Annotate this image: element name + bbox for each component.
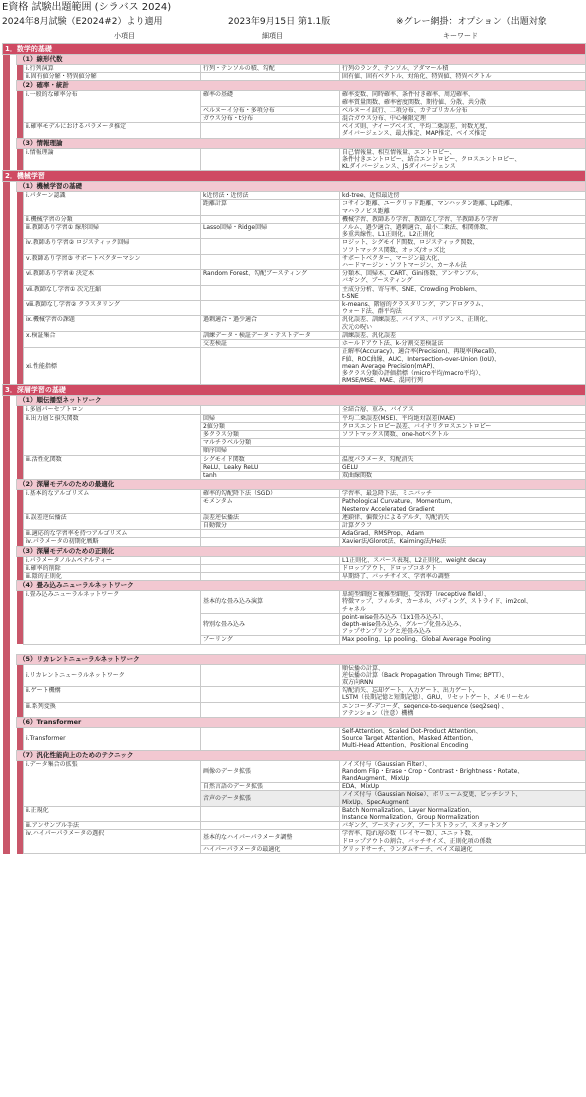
keywords: ホールドアウト法、k-分割交差検証法	[340, 340, 586, 348]
keywords: Max pooling、Lp pooling、Global Average Pooling	[340, 636, 586, 644]
spacer-row	[3, 644, 586, 654]
keywords: Self-Attention、Scaled Dot-Product Attention、 Source Target Attention、Masked Attention、 Multi-Head Attention、Positional Encoding	[340, 728, 586, 751]
subsection-title: （4）畳み込みニューラルネットワーク	[17, 581, 586, 591]
detail-item: ベルヌーイ分布・多項分布	[201, 106, 340, 114]
small-item: ⅵ.教師あり学習④ 決定木	[24, 270, 201, 285]
subsection-row	[3, 81, 586, 91]
detail-item: 距離計算	[201, 200, 340, 215]
subsection-title: （3）深層モデルのための正則化	[17, 546, 586, 556]
keywords: 固有値、固有ベクトル、対角化、特異値、特異ベクトル	[340, 73, 586, 81]
keywords: 勾配消失、忘却ゲート、入力ゲート、出力ゲート、 LSTM（長期記憶と短期記憶）、GRU、リセットゲート、メモリーセル	[340, 687, 586, 702]
table-row	[3, 73, 586, 81]
keywords: Batch Normalization、Layer Normalization、 Instance Normalization、Group Normalization	[340, 806, 586, 821]
subsection-title: （3）情報理論	[17, 138, 586, 148]
small-item: ⅱ.出力層と損失関数	[24, 414, 201, 455]
keywords: ドロップアウト、ドロップコネクト	[340, 564, 586, 572]
applicability-text: 2024年8月試験（E2024#2）より適用	[2, 17, 163, 27]
table-row	[3, 513, 586, 521]
small-item: ⅳ.パラメータの初期化戦略	[24, 538, 201, 546]
subsection-title: （6）Transformer	[17, 718, 586, 728]
small-item: ⅰ.パターン認識	[24, 192, 201, 216]
keywords: AdaGrad、RMSProp、Adam	[340, 530, 586, 538]
small-item: ⅳ.教師あり学習② ロジスティック回帰	[24, 239, 201, 254]
small-item: ⅱ.誤差逆伝播法	[24, 513, 201, 529]
document-meta	[0, 15, 586, 30]
small-item: ⅲ.教師あり学習① 線形回帰	[24, 224, 201, 239]
detail-item: 誤差逆伝播法	[201, 513, 340, 521]
detail-item: 回帰	[201, 414, 340, 422]
detail-item: 自然言語のデータ拡張	[201, 783, 340, 791]
version-text: 2023年9月15日 第1.1版	[228, 17, 331, 27]
table-row	[3, 760, 586, 783]
table-row	[3, 148, 586, 171]
keywords: 正解率(Accuracy)、適合率(Precision)、再現率(Recall)、 F値、ROC曲線、AUC、Intersection-over-Union (IoU)、 mean Average Precision(mAP)、 多クラス分類の評価指標（micro平均/macro平均）、 RMSE/MSE、MAE、混同行列	[340, 348, 586, 385]
keywords: ノイズ付与（Gaussian Filter）、 Random Flip・Erase・Crop・Contrast・Brightness・Rotate、 RandAugment、MixUp	[340, 760, 586, 783]
keywords: 学習率、最急降下法、ミニバッチ	[340, 490, 586, 498]
small-item: ⅱ.ゲート機構	[24, 687, 201, 702]
detail-item: 順序回帰	[201, 447, 340, 455]
table-row	[3, 224, 586, 239]
table-row	[3, 702, 586, 717]
subsection-row	[3, 138, 586, 148]
table-row	[3, 830, 586, 845]
section-row	[3, 44, 586, 55]
small-item: ⅲ.活性化関数	[24, 455, 201, 480]
subsection-row	[3, 750, 586, 760]
keywords: point-wise畳み込み（1x1畳み込み）、 depth-wise畳み込み、グループ化畳み込み、 アップサンプリングと逆畳み込み	[340, 613, 586, 636]
detail-item: 基本的な畳み込み演算	[201, 591, 340, 614]
detail-item: 確率の基礎	[201, 91, 340, 106]
table-row	[3, 538, 586, 546]
small-item: ⅸ.機械学習の課題	[24, 316, 201, 331]
small-item: ⅰ.データ集合の拡張	[24, 760, 201, 806]
section-title: 1．数学的基礎	[3, 44, 586, 55]
keywords: ベイズ則、ナイーブベイズ、平均二乗誤差、対数尤度、 ダイバージェンス、最大推定、MAP推定、ベイズ推定	[340, 123, 586, 138]
keywords: 確率変数、同時確率、条件付き確率、周辺確率、 確率質量関数、確率密度関数、期待値、分散、共分散	[340, 91, 586, 106]
table-row	[3, 530, 586, 538]
section-title: 2．機械学習	[3, 171, 586, 182]
keywords: k-means、階層的クラスタリング、デンドログラム、 ウォード法、群平均法	[340, 301, 586, 316]
small-item: ⅴ.教師あり学習③ サポートベクターマシン	[24, 254, 201, 269]
small-item: ⅰ.Transformer	[24, 728, 201, 751]
keywords: EDA、MixUp	[340, 783, 586, 791]
small-item: ⅱ.正規化	[24, 806, 201, 821]
small-item: ⅰ.リカレントニューラルネットワーク	[24, 664, 201, 687]
col-header-detail: 細項目	[262, 32, 283, 40]
subsection-row	[3, 396, 586, 406]
small-item: ⅶ.教師なし学習① 次元圧縮	[24, 285, 201, 300]
detail-item: 自動微分	[201, 521, 340, 529]
keywords: Pathological Curvature、Momentum、 Nesterov Accelerated Gradient	[340, 498, 586, 513]
keywords: ノイズ付与（Gaussian Noise）、ボリューム変更、ピッチシフト、 MixUp、SpecAugment	[340, 791, 586, 806]
option-note: ※グレー網掛：オプション（出題対象	[396, 17, 547, 27]
keywords: 計算グラフ	[340, 521, 586, 529]
keywords: L1正則化、スパース表現、L2正則化、weight decay	[340, 556, 586, 564]
table-row	[3, 687, 586, 702]
table-row	[3, 806, 586, 821]
table-row	[3, 215, 586, 223]
keywords: 全結合層、重み、バイアス	[340, 406, 586, 414]
table-row	[3, 591, 586, 614]
small-item: ⅱ.確率的削除	[24, 564, 201, 572]
detail-item: ハイパーパラメータの最適化	[201, 845, 340, 853]
keywords: 単純型細胞と複雑型細胞、受容野（receptive field）、 特徴マップ、フィルタ、カーネル、パディング、ストライド、im2col、 チャネル	[340, 591, 586, 614]
keywords: 双曲線関数	[340, 471, 586, 479]
column-headers	[0, 30, 586, 42]
keywords: Xavier法/Glorot法、Kaiming法/He法	[340, 538, 586, 546]
keywords: 訓練誤差、汎化誤差	[340, 331, 586, 339]
keywords: kd-tree、近似最近傍	[340, 192, 586, 200]
keywords: 早期終了、バッチサイズ、学習率の調整	[340, 572, 586, 580]
document-title: E資格 試験出題範囲 (シラバス 2024)	[2, 2, 172, 13]
keywords: 機械学習、教師あり学習、教師なし学習、半教師あり学習	[340, 215, 586, 223]
table-row	[3, 285, 586, 300]
detail-item: Random Forest、勾配ブースティング	[201, 270, 340, 285]
table-row	[3, 301, 586, 316]
table-row	[3, 348, 586, 385]
small-item: ⅰ.畳み込みニューラルネットワーク	[24, 591, 201, 644]
subsection-row	[3, 718, 586, 728]
section-title: 3．深層学習の基礎	[3, 385, 586, 396]
table-row	[3, 254, 586, 269]
detail-item: 音声のデータ拡張	[201, 791, 340, 806]
small-item: ⅰ.行列演算	[24, 65, 201, 73]
table-row	[3, 822, 586, 830]
detail-item: 行列・テンソルの積、勾配	[201, 65, 340, 73]
detail-item: 訓練データ・検証データ・テストデータ	[201, 331, 340, 339]
subsection-row	[3, 480, 586, 490]
subsection-title: （1）機械学習の基礎	[17, 182, 586, 192]
keywords: ノルム、過少適合、過剰適合、最小二乗法、相関係数、 多重共線性、L1正則化、L2正則化	[340, 224, 586, 239]
table-row	[3, 564, 586, 572]
keywords: サポートベクター、マージン最大化、 ハードマージン・ソフトマージン、カーネル法	[340, 254, 586, 269]
keywords: 混合ガウス分布、中心極限定理	[340, 115, 586, 123]
detail-item: ガウス分布・t分布	[201, 115, 340, 123]
subsection-row	[3, 654, 586, 664]
keywords: 連鎖律、偏微分によるデルタ、勾配消失	[340, 513, 586, 521]
subsection-row	[3, 546, 586, 556]
table-row	[3, 331, 586, 339]
table-row	[3, 239, 586, 254]
detail-item: 2値分類	[201, 422, 340, 430]
keywords: 順伝播の計算、 逆伝播の計算（Back Propagation Through Time; BPTT）、 双方向RNN	[340, 664, 586, 687]
small-item: ⅲ.アンサンブル手法	[24, 822, 201, 830]
subsection-title: （7）汎化性能向上のためのテクニック	[17, 750, 586, 760]
table-row	[3, 123, 586, 138]
small-item: ⅱ.確率モデルにおけるパラメータ推定	[24, 123, 201, 138]
table-row	[3, 91, 586, 106]
subsection-row	[3, 55, 586, 65]
small-item: ⅰ.一般的な確率分布	[24, 91, 201, 123]
keywords: クロスエントロピー誤差、バイナリクロスエントロピー	[340, 422, 586, 430]
detail-item: マルチラベル分類	[201, 439, 340, 447]
keywords: ベルヌーイ試行、二項分布、カテゴリカル分布	[340, 106, 586, 114]
small-item: ⅱ.機械学習の分類	[24, 215, 201, 223]
table-row	[3, 455, 586, 463]
detail-item: ReLU、Leaky ReLU	[201, 463, 340, 471]
keywords: ロジット、シグモイド関数、ロジスティック関数、 ソフトマックス関数、オッズ/オッズ比	[340, 239, 586, 254]
detail-item: 多クラス分類	[201, 430, 340, 438]
keywords: 学習率、隠れ層の数（レイヤー数）、ユニット数、 ドロップアウトの割合、バッチサイズ、正則化項の係数	[340, 830, 586, 845]
table-row	[3, 192, 586, 200]
small-item: ⅺ.性能指標	[24, 348, 201, 385]
keywords: 自己情報量、相互情報量、エントロピー、 条件付きエントロピー、結合エントロピー、クロスエントロピー、 KLダイバージェンス、JSダイバージェンス	[340, 148, 586, 171]
table-row	[3, 316, 586, 331]
small-item: ⅱ.固有値分解・特異値分解	[24, 73, 201, 81]
keywords: 分類木、回帰木、CART、Gini係数、アンサンブル、 バギング、ブースティング	[340, 270, 586, 285]
keywords: 温度パラメータ、勾配消失	[340, 455, 586, 463]
small-item: ⅹ.検証集合	[24, 331, 201, 347]
keywords: 主成分分析、寄与率、SNE、Crowding Problem、 t-SNE	[340, 285, 586, 300]
keywords: エンコーダ-デコーダ、seqence-to-sequence (seq2seq) 、 アテンション（注意）機構	[340, 702, 586, 717]
keywords: 汎化誤差、訓練誤差、バイアス、バリアンス、正則化、 次元の呪い	[340, 316, 586, 331]
detail-item: Lasso回帰・Ridge回帰	[201, 224, 340, 239]
col-header-keyword: キーワード	[443, 32, 478, 40]
keywords: 行列のランク、テンソル、アダマール積	[340, 65, 586, 73]
small-item: ⅲ.陰的正則化	[24, 572, 201, 580]
table-row	[3, 728, 586, 751]
subsection-title: （5）リカレントニューラルネットワーク	[17, 654, 586, 664]
detail-item: k近傍法・近傍法	[201, 192, 340, 200]
keywords: グリッドサーチ、ランダムサーチ、ベイズ最適化	[340, 845, 586, 853]
keywords: ソフトマックス関数、one-hotベクトル	[340, 430, 586, 438]
subsection-title: （2）深層モデルのための最適化	[17, 480, 586, 490]
subsection-title: （1）線形代数	[17, 55, 586, 65]
table-row	[3, 556, 586, 564]
detail-item: シグモイド関数	[201, 455, 340, 463]
detail-item: 確率的勾配降下法（SGD）	[201, 490, 340, 498]
detail-item: tanh	[201, 471, 340, 479]
detail-item: 画像のデータ拡張	[201, 760, 340, 783]
table-row	[3, 572, 586, 580]
small-item: ⅲ.適応的な学習率を持つアルゴリズム	[24, 530, 201, 538]
subsection-title: （2）確率・統計	[17, 81, 586, 91]
subsection-row	[3, 581, 586, 591]
table-row	[3, 490, 586, 498]
table-row	[3, 664, 586, 687]
keywords: バギング、ブースティング、ブートストラップ、スタッキング	[340, 822, 586, 830]
subsection-title: （1）順伝播型ネットワーク	[17, 396, 586, 406]
small-item: ⅰ.基本的なアルゴリズム	[24, 490, 201, 514]
section-row	[3, 171, 586, 182]
small-item: ⅷ.教師なし学習② クラスタリング	[24, 301, 201, 316]
detail-item: 交差検証	[201, 340, 340, 348]
small-item: ⅰ.情報理論	[24, 148, 201, 171]
detail-item: モメンタム	[201, 498, 340, 513]
table-row	[3, 406, 586, 414]
subsection-row	[3, 182, 586, 192]
keywords: 平均二乗誤差(MSE)、平均絶対誤差(MAE)	[340, 414, 586, 422]
keywords: GELU	[340, 463, 586, 471]
small-item: ⅳ.ハイパーパラメータの選択	[24, 830, 201, 854]
keywords: コサイン距離、ユークリッド距離、マンハッタン距離、Lp距離、 マハラノビス距離	[340, 200, 586, 215]
table-row	[3, 414, 586, 422]
col-header-small: 小項目	[114, 32, 135, 40]
detail-item: 過剰適合・過少適合	[201, 316, 340, 331]
small-item: ⅲ.系列変換	[24, 702, 201, 717]
table-row	[3, 270, 586, 285]
small-item: ⅰ.多層パーセプトロン	[24, 406, 201, 414]
syllabus-table	[2, 43, 586, 854]
detail-item: 基本的なハイパーパラメータ調整	[201, 830, 340, 845]
section-row	[3, 385, 586, 396]
detail-item: 特別な畳み込み	[201, 613, 340, 636]
table-row	[3, 65, 586, 73]
detail-item: プーリング	[201, 636, 340, 644]
small-item: ⅰ.パラメータノルムペナルティー	[24, 556, 201, 564]
